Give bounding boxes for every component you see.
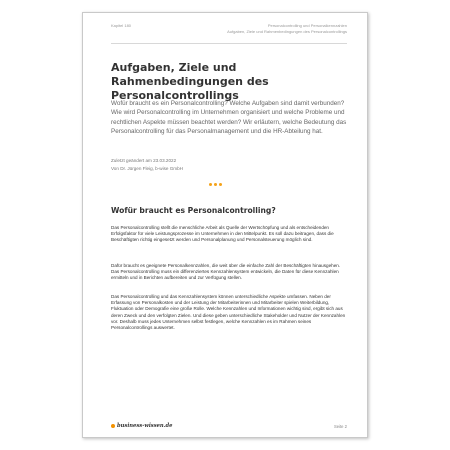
updated-date: Zuletzt geändert am 23.03.2022 bbox=[111, 158, 177, 163]
article-title: Aufgaben, Ziele und Rahmenbedingungen des Personalcontrollings bbox=[111, 61, 269, 102]
brand-name: business-wissen.de bbox=[117, 423, 173, 429]
header-divider bbox=[111, 43, 347, 44]
document-page bbox=[82, 12, 368, 438]
running-header-line-2: Aufgaben, Ziele und Rahmenbedingungen des Personalcontrollings bbox=[227, 29, 347, 34]
brand-logo bbox=[111, 423, 172, 429]
body-paragraph-3: Das Personalcontrolling und das Kennzahlensystem können unterschiedliche Aspekte umfassen. Neben der Erfassung von Personalkosten und der Leistung der Mitarbeiterinnen und Mitarbeiter spielen Weiterbildung, Fluktuation oder Demografie eine große Rolle. Welche Kennzahlen und Informationen wichtig sind, ergibt sich aus deren Zweck und den verfolgten Zielen. Und diese geben unterschiedliche Stakeholder und Nutzer der Kennzahlen vor. Deshalb muss jedes Unternehmen selbst festlegen, welche Kennzahlen es im Rahmen seines Personalcontrollings auswertet. bbox=[111, 294, 346, 331]
body-paragraph-1: Das Personalcontrolling stellt die menschliche Arbeit als Quelle der Wertschöpfung und als entscheidenden Erfolgsfaktor für viele Leistungsprozesse im Unternehmen in den Mittelpunkt. Es soll dazu beitragen, dass die Beschäftigten richtig eingesetzt werden und Personalplanung und Personalsteuerung möglich sind. bbox=[111, 225, 334, 243]
running-header-line-1: Personalcontrolling und Personalkennzahlen bbox=[267, 23, 347, 28]
running-header bbox=[227, 23, 347, 35]
article-meta bbox=[111, 157, 183, 173]
dot-icon bbox=[214, 183, 217, 186]
section-heading: Wofür braucht es Personalcontrolling? bbox=[111, 206, 276, 215]
separator-dots-icon bbox=[209, 183, 222, 186]
article-intro: Wofür braucht es ein Personalcontrolling? Welche Aufgaben sind damit verbunden? Wie wird Personalcontrolling im Unternehmen organisiert und welche Probleme und rechtlichen Aspekte müssen beachtet werden? Wir erläutern, welche Bedeutung das Personalcontrolling für das Personalmanagement und die HR-Abteilung hat. bbox=[111, 100, 347, 136]
body-paragraph-2: Dafür braucht es geeignete Personalkennzahlen, die weit über die einfache Zahl der Beschäftigten hinausgehen. Das Personalcontrolling muss ein differenziertes Kennzahlensystem entwickeln, die Daten für diese Kennzahlen ermitteln und in Berichten aufbereiten und zur Verfügung stellen. bbox=[111, 263, 341, 281]
dot-icon bbox=[209, 183, 212, 186]
author-line: Von Dr. Jürgen Fleig, b-wise GmbH bbox=[111, 166, 183, 171]
chapter-label: Kapitel 180 bbox=[111, 23, 132, 28]
page-number: Seite 2 bbox=[333, 424, 347, 429]
brand-dot-icon bbox=[111, 424, 115, 428]
dot-icon bbox=[219, 183, 222, 186]
